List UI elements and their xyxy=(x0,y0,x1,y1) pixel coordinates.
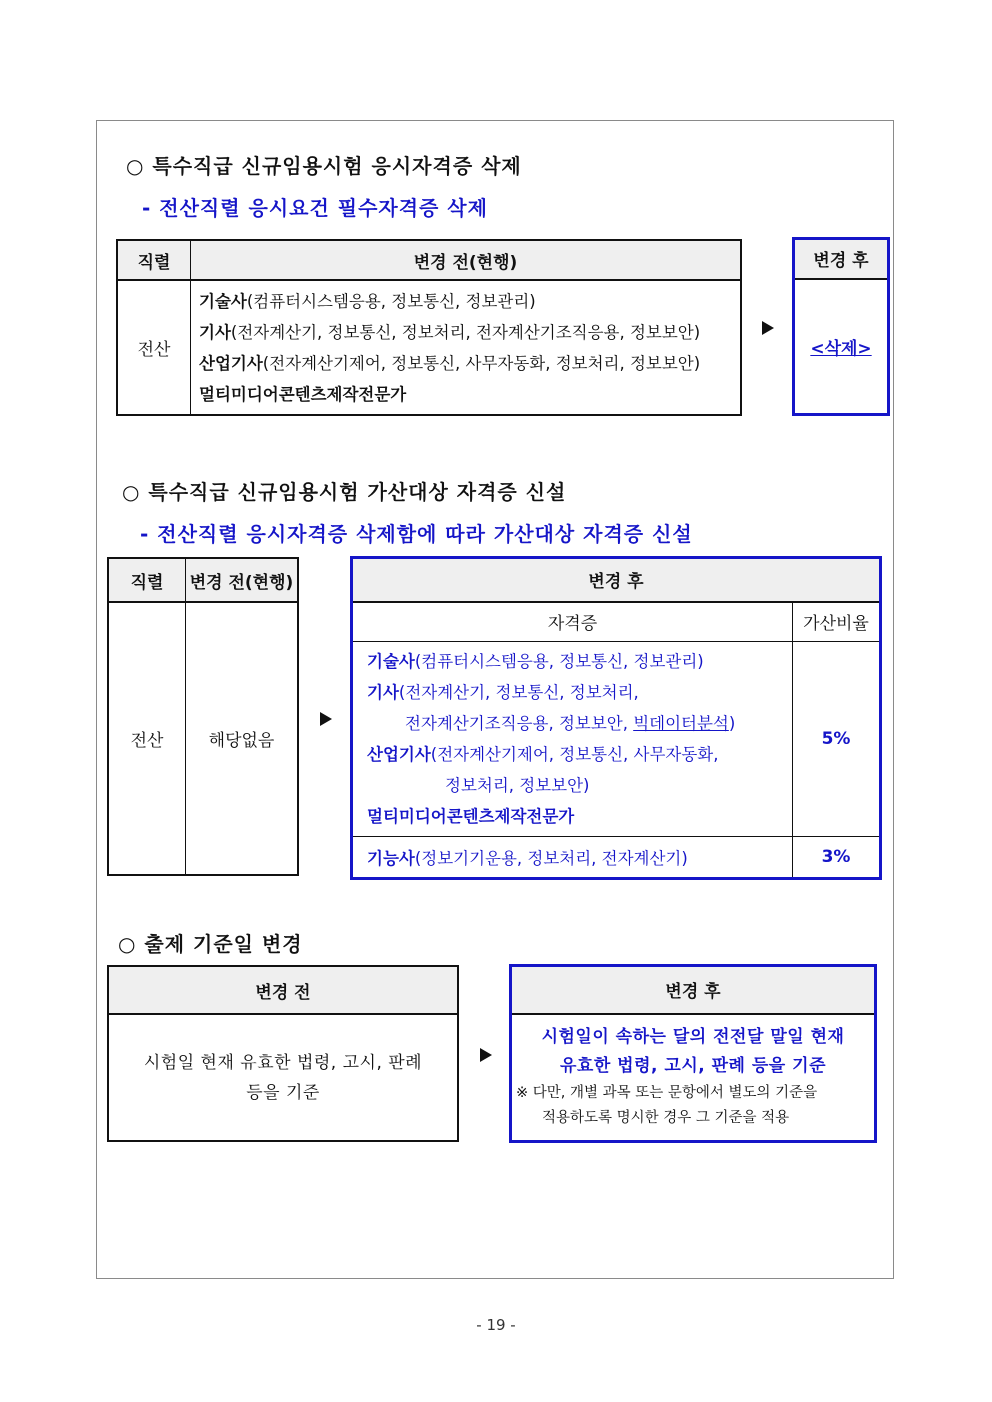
section2-after-table xyxy=(350,556,882,880)
cert-line: 기능사(정보기기운용, 정보처리, 전자계산기) xyxy=(352,837,793,879)
header-before: 변경 전(현행) xyxy=(186,558,299,602)
series-cell: 전산 xyxy=(117,280,191,415)
section3-before-table xyxy=(107,965,459,1142)
header-series: 직렬 xyxy=(108,558,186,602)
cert-line: 멀티미디어콘텐츠제작전문가 xyxy=(367,807,575,826)
rate-cell: 5% xyxy=(793,642,881,837)
section2-subtitle: - 전산직렬 응시자격증 삭제함에 따라 가산대상 자격증 신설 xyxy=(140,522,693,546)
before-value-cell: 해당없음 xyxy=(186,602,299,875)
cert-line: 산업기사(전자계산기제어, 정보통신, 사무자동화, 정보처리, 정보보안) xyxy=(199,353,701,373)
cert-line: 멀티미디어콘텐츠제작전문가 xyxy=(199,384,407,404)
arrow-right-icon xyxy=(320,712,332,726)
text-line: 유효한 법령, 고시, 판례 등을 기준 xyxy=(560,1056,826,1077)
cert-line: 기술사(컴퓨터시스템응용, 정보통신, 정보관리) xyxy=(367,652,704,671)
section3-title: ○ 출제 기준일 변경 xyxy=(118,932,303,956)
header-after: 변경 후 xyxy=(794,239,889,279)
note-line: 적용하도록 명시한 경우 그 기준을 적용 xyxy=(542,1110,790,1127)
section1-before-table xyxy=(116,239,742,416)
header-before: 변경 전(현행) xyxy=(191,240,742,280)
cert-line: 기술사(컴퓨터시스템응용, 정보통신, 정보관리) xyxy=(199,291,536,311)
col-rate-header: 가산비율 xyxy=(793,602,881,642)
note-line: ※ 다만, 개별 과목 또는 문항에서 별도의 기준을 xyxy=(516,1085,818,1102)
section3-after-table xyxy=(509,964,877,1143)
after-cell xyxy=(794,279,889,415)
cert-line: 정보처리, 정보보안) xyxy=(445,776,590,795)
deleted-label: <삭제> xyxy=(810,338,872,359)
cert-line: 산업기사(전자계산기제어, 정보통신, 사무자동화, xyxy=(367,745,719,764)
section2-before-table xyxy=(107,557,299,876)
section1-after-table xyxy=(792,237,890,416)
section1-title: ○ 특수직급 신규임용시험 응시자격증 삭제 xyxy=(126,154,522,178)
cert-list xyxy=(352,642,793,837)
arrow-right-icon xyxy=(762,321,774,335)
col-cert-header: 자격증 xyxy=(352,602,793,642)
before-cert-list xyxy=(191,280,742,415)
after-text xyxy=(511,1014,876,1142)
header-series: 직렬 xyxy=(117,240,191,280)
cert-line: 기사(전자계산기, 정보통신, 정보처리, 전자계산기조직응용, 정보보안) xyxy=(199,322,701,342)
before-text xyxy=(108,1014,458,1141)
series-cell: 전산 xyxy=(108,602,186,875)
rate-cell: 3% xyxy=(821,847,851,867)
cert-line: 기사(전자계산기, 정보통신, 정보처리, xyxy=(367,683,639,702)
text-line: 시험일 현재 유효한 법령, 고시, 판례 xyxy=(143,1052,423,1073)
section1-subtitle: - 전산직렬 응시요건 필수자격증 삭제 xyxy=(142,196,488,220)
arrow-right-icon xyxy=(480,1048,492,1062)
header-before: 변경 전 xyxy=(108,966,458,1014)
section2-title: ○ 특수직급 신규임용시험 가산대상 자격증 신설 xyxy=(122,480,567,504)
header-after: 변경 후 xyxy=(352,558,881,602)
text-line: 등을 기준 xyxy=(246,1082,320,1103)
header-after: 변경 후 xyxy=(511,966,876,1014)
page-number: - 19 - xyxy=(476,1316,516,1334)
cert-line: 전자계산기조직응용, 정보보안, 빅데이터분석) xyxy=(405,714,736,733)
text-line: 시험일이 속하는 달의 전전달 말일 현재 xyxy=(541,1027,845,1048)
